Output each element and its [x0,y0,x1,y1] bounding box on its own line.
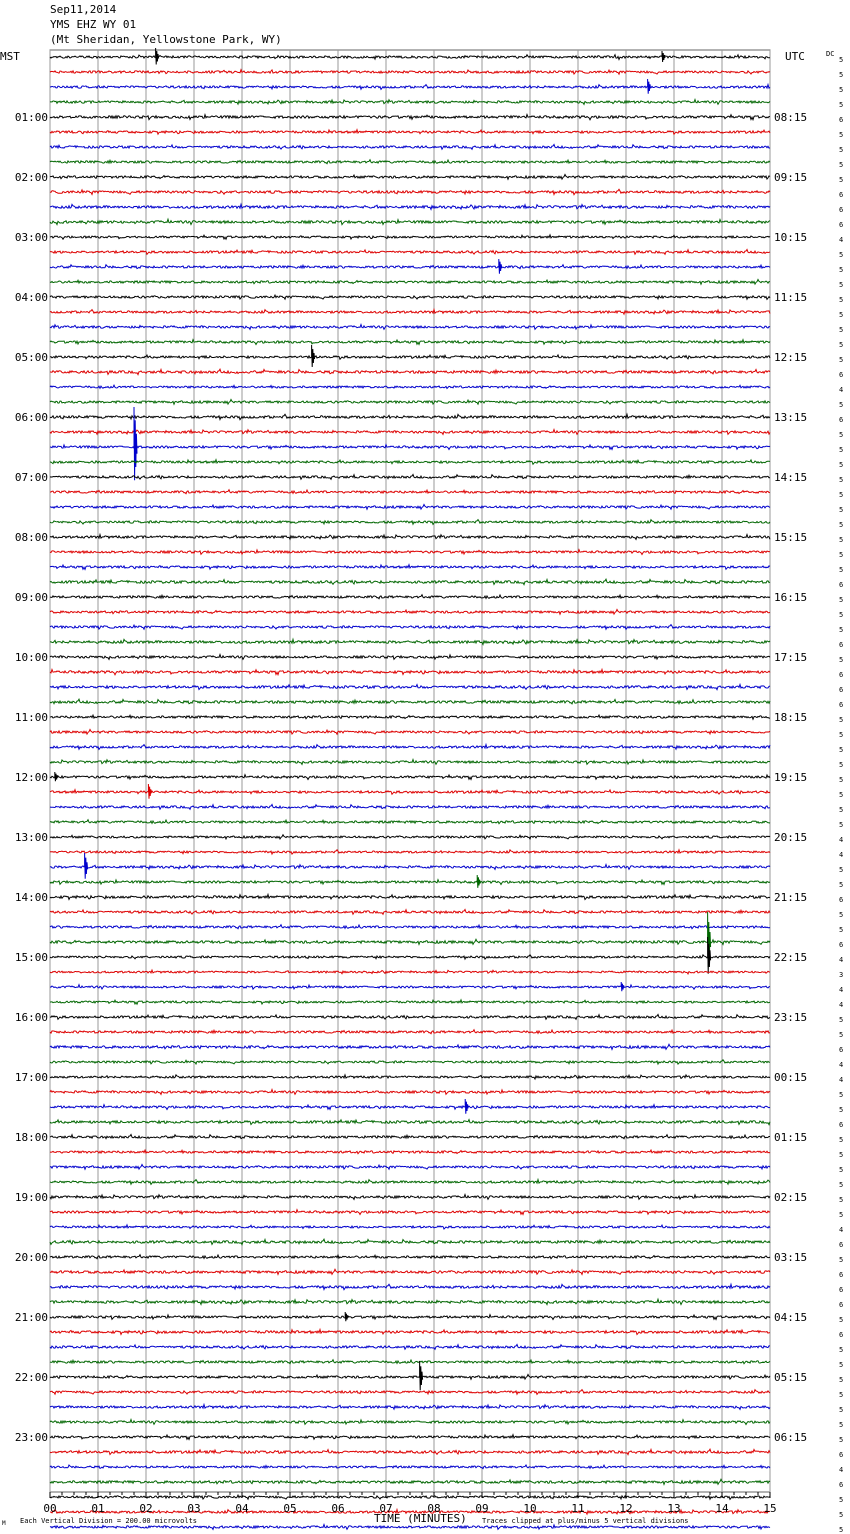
seismic-event [648,79,651,94]
trace-row [50,730,770,735]
dc-offset-value: 5 [839,626,844,634]
dc-offset-value: 6 [839,116,844,124]
trace-row [50,1479,770,1484]
seismic-event [621,982,624,991]
dc-offset-value: 5 [839,746,844,754]
dc-offset-value: 5 [839,596,844,604]
utc-hour-label: 05:15 [774,1371,808,1384]
trace-row [50,1420,770,1425]
dc-offset-value: 5 [839,446,844,454]
trace-row [50,715,770,719]
dc-offset-value: 5 [839,266,844,274]
dc-offset-value: 5 [839,731,844,739]
dc-offset-value: 6 [839,641,844,649]
trace-row [50,820,770,824]
trace-row [50,340,770,345]
dc-offset-value: 5 [839,1136,844,1144]
dc-offset-value: 5 [839,251,844,259]
trace-row [50,625,770,630]
mst-hour-label: 09:00 [14,591,48,604]
trace-row [50,579,770,584]
trace-row [50,115,770,120]
trace-row [50,639,770,644]
dc-offset-value: 5 [839,716,844,724]
trace-row [50,865,770,870]
dc-offset-value: 4 [839,1226,844,1234]
trace-row [50,1120,770,1125]
dc-offset-value: 5 [839,806,844,814]
utc-hour-label: 02:15 [774,1191,808,1204]
plot-date: Sep11,2014 [50,3,117,16]
x-tick-label: 05 [283,1502,297,1515]
dc-offset-value: 5 [839,761,844,769]
x-axis-title: TIME (MINUTES) [374,1512,467,1525]
trace-row [50,1269,770,1274]
dc-offset-value: 5 [839,1391,844,1399]
dc-offset-value: 5 [839,146,844,154]
seismic-event [55,772,58,781]
mst-hour-label: 14:00 [14,891,48,904]
clip-footnote: Traces clipped at plus/minus 5 vertical divisions [482,1517,689,1525]
dc-offset-value: 6 [839,221,844,229]
trace-row [50,1239,770,1244]
mst-hour-label: 11:00 [14,711,48,724]
dc-offset-value: 5 [839,866,844,874]
dc-offset-value: 6 [839,191,844,199]
x-tick-label: 07 [379,1502,393,1515]
dc-offset-value: 6 [839,686,844,694]
trace-row [50,1060,770,1064]
trace-row [50,895,770,900]
trace-row [50,610,770,615]
trace-row [50,1105,770,1110]
mst-hour-label: 05:00 [14,351,48,364]
dc-offset-value: 5 [839,1436,844,1444]
dc-offset-value: 5 [839,1016,844,1024]
dc-offset-value: 4 [839,851,844,859]
utc-hour-label: 00:15 [774,1071,808,1084]
trace-row [50,1135,770,1139]
trace-row [50,1210,770,1215]
x-tick-label: 01 [91,1502,105,1515]
x-tick-label: 11 [571,1502,585,1515]
mst-hour-label: 17:00 [14,1071,48,1084]
utc-hour-label: 15:15 [774,531,808,544]
utc-hour-label: 13:15 [774,411,808,424]
trace-row [50,520,770,525]
trace-row [50,414,770,419]
trace-row [50,850,770,854]
dc-offset-value: 6 [839,1121,844,1129]
dc-offset-value: 5 [839,401,844,409]
dc-offset-value: 6 [839,941,844,949]
dc-offset-value: 5 [839,1091,844,1099]
trace-row [50,325,770,330]
mst-hour-label: 06:00 [14,411,48,424]
trace-row [50,1315,770,1320]
dc-offset-header: DC [826,50,835,58]
dc-offset-value: 6 [839,671,844,679]
dc-offset-value: 5 [839,566,844,574]
mst-hour-label: 20:00 [14,1251,48,1264]
dc-offset-value: 5 [839,1526,844,1534]
x-tick-label: 09 [475,1502,489,1515]
x-tick-label: 04 [235,1502,249,1515]
dc-offset-value: 5 [839,71,844,79]
trace-row [50,1465,770,1469]
dc-offset-value: 5 [839,56,844,64]
dc-offset-value: 6 [839,1451,844,1459]
seismic-traces [50,48,770,1534]
x-tick-label: 13 [667,1502,681,1515]
trace-row [50,925,770,929]
dc-offset-value: 5 [839,131,844,139]
dc-offset-value: 6 [839,371,844,379]
seismic-event [312,345,315,367]
trace-row [50,565,770,570]
x-tick-label: 12 [619,1502,633,1515]
trace-row [50,970,770,974]
mst-hour-label: 08:00 [14,531,48,544]
dc-offset-value: 6 [839,581,844,589]
scale-footnote: Each Vertical Division = 200.00 microvolts [20,1517,198,1525]
x-tick-label: 15 [763,1502,777,1515]
station-name: YMS EHZ WY 01 [50,18,137,31]
trace-row [50,1015,770,1020]
seismic-event [465,1099,468,1114]
trace-row [50,910,770,915]
trace-row [50,1180,770,1185]
dc-offset-value: 5 [839,776,844,784]
trace-row [50,670,770,675]
trace-row [50,1330,770,1335]
dc-offset-value: 5 [839,476,844,484]
dc-offset-value: 6 [839,1286,844,1294]
dc-offset-value: 4 [839,836,844,844]
seismic-event [499,259,502,274]
mst-hour-label: 02:00 [14,171,48,184]
dc-offset-value: 5 [839,1361,844,1369]
trace-row [50,310,770,315]
dc-offset-value: 5 [839,551,844,559]
dc-offset-value: 6 [839,416,844,424]
trace-row [50,1449,770,1454]
utc-hour-label: 04:15 [774,1311,808,1324]
trace-row [50,460,770,465]
trace-row [50,445,770,450]
dc-offset-value: 5 [839,821,844,829]
trace-row [50,1150,770,1154]
trace-row [50,490,770,494]
utc-hour-label: 20:15 [774,831,808,844]
trace-row [50,475,770,480]
trace-row [50,385,770,388]
trace-row [50,160,770,164]
mst-hour-label: 22:00 [14,1371,48,1384]
trace-row [50,1075,770,1079]
dc-offset-value: 5 [839,1406,844,1414]
trace-row [50,1495,770,1499]
dc-offset-value: 5 [839,281,844,289]
utc-hour-label: 19:15 [774,771,808,784]
seismic-event [420,1361,423,1390]
utc-hour-label: 16:15 [774,591,808,604]
dc-offset-value: 5 [839,1511,844,1519]
trace-row [50,1435,770,1440]
dc-offset-value: 5 [839,1196,844,1204]
dc-offset-value: 5 [839,161,844,169]
dc-offset-value: 5 [839,1421,844,1429]
trace-row [50,250,770,255]
trace-row [50,880,770,885]
mst-hour-label: 04:00 [14,291,48,304]
trace-row [50,145,770,150]
trace-row [50,400,770,405]
utc-hour-label: 06:15 [774,1431,808,1444]
trace-row [50,1225,770,1229]
utc-hour-label: 23:15 [774,1011,808,1024]
trace-row [50,219,770,224]
trace-row [50,355,770,359]
trace-row [50,204,770,209]
trace-row [50,535,770,540]
trace-row [50,1030,770,1034]
x-tick-label: 00 [43,1502,57,1515]
dc-offset-value: 6 [839,1046,844,1054]
mst-hour-label: 12:00 [14,771,48,784]
trace-row [50,699,770,704]
dc-offset-value: 5 [839,881,844,889]
trace-row [50,1360,770,1364]
trace-row [50,235,770,239]
trace-row [50,760,770,765]
dc-offset-value: 6 [839,701,844,709]
trace-row [50,1299,770,1304]
trace-row [50,189,770,194]
dc-offset-value: 5 [839,176,844,184]
mst-hour-label: 21:00 [14,1311,48,1324]
mst-hour-label: 03:00 [14,231,48,244]
dc-offset-value: 4 [839,1001,844,1009]
dc-offset-value: 6 [839,1301,844,1309]
trace-row [50,1390,770,1395]
plot-frame [50,50,770,1492]
dc-offset-value: 5 [839,461,844,469]
mst-hour-label: 10:00 [14,651,48,664]
dc-offset-value: 5 [839,1376,844,1384]
dc-offset-value: 6 [839,896,844,904]
trace-row [50,430,770,435]
utc-hour-label: 10:15 [774,231,808,244]
trace-row [50,835,770,839]
utc-hour-label: 17:15 [774,651,808,664]
utc-hour-label: 09:15 [774,171,808,184]
dc-offset-value: 5 [839,296,844,304]
dc-offset-value: 5 [839,1496,844,1504]
trace-row [50,265,770,269]
dc-offset-value: 5 [839,1346,844,1354]
trace-row [50,1044,770,1049]
trace-row [50,1000,770,1004]
trace-row [50,550,770,555]
dc-offset-value: 5 [839,1316,844,1324]
trace-row [50,1090,770,1095]
dc-offset-value: 5 [839,1031,844,1039]
station-location: (Mt Sheridan, Yellowstone Park, WY) [50,33,282,46]
dc-offset-value: 5 [839,536,844,544]
mst-hour-label: 16:00 [14,1011,48,1024]
mst-hour-label: 15:00 [14,951,48,964]
dc-offset-value: 5 [839,1106,844,1114]
trace-row [50,655,770,660]
dc-offset-value: 4 [839,1061,844,1069]
dc-offset-value: 5 [839,1211,844,1219]
dc-offset-value: 4 [839,986,844,994]
trace-row [50,595,770,599]
dc-offset-value: 5 [839,791,844,799]
dc-offset-value: 6 [839,1331,844,1339]
dc-offset-value: 4 [839,1076,844,1084]
dc-offset-value: 5 [839,101,844,109]
dc-offset-value: 5 [839,1151,844,1159]
dc-offset-value: 4 [839,236,844,244]
x-tick-label: 06 [331,1502,345,1515]
dc-offset-value: 5 [839,431,844,439]
dc-offset-value: 6 [839,1241,844,1249]
trace-row [50,939,770,944]
trace-row [50,505,770,510]
dc-offset-value: 6 [839,1481,844,1489]
utc-hour-label: 21:15 [774,891,808,904]
trace-row [50,1525,770,1530]
utc-hour-label: 22:15 [774,951,808,964]
trace-row [50,295,770,299]
utc-hour-label: 18:15 [774,711,808,724]
dc-offset-value: 5 [839,506,844,514]
dc-offset-value: 5 [839,1166,844,1174]
x-tick-label: 08 [427,1502,441,1515]
trace-row [50,1345,770,1350]
dc-offset-value: 3 [839,971,844,979]
mst-hour-label: 23:00 [14,1431,48,1444]
dc-offset-value: 5 [839,611,844,619]
dc-offset-value: 5 [839,86,844,94]
trace-row [50,790,770,795]
right-timezone-label: UTC [785,50,805,63]
dc-offset-value: 5 [839,1256,844,1264]
trace-row [50,985,770,990]
dc-offset-value: 5 [839,911,844,919]
trace-row [50,955,770,959]
corner-mark: M [2,1520,6,1527]
dc-offset-value: 5 [839,356,844,364]
trace-row [50,100,770,105]
mst-hour-label: 18:00 [14,1131,48,1144]
seismic-event [148,784,151,799]
trace-row [50,1165,770,1170]
trace-row [50,805,770,810]
trace-row [50,775,770,780]
dc-offset-value: 5 [839,1181,844,1189]
utc-hour-label: 12:15 [774,351,808,364]
dc-offset-value: 5 [839,326,844,334]
seismic-event [477,875,480,888]
utc-hour-label: 11:15 [774,291,808,304]
trace-row [50,85,770,90]
x-tick-label: 02 [139,1502,153,1515]
utc-hour-label: 03:15 [774,1251,808,1264]
dc-offset-value: 4 [839,386,844,394]
dc-offset-value: 5 [839,491,844,499]
mst-hour-label: 07:00 [14,471,48,484]
dc-offset-value: 5 [839,311,844,319]
mst-hour-label: 19:00 [14,1191,48,1204]
trace-row [50,1255,770,1259]
trace-row [50,685,770,690]
utc-hour-label: 14:15 [774,471,808,484]
trace-row [50,745,770,750]
left-timezone-label: MST [0,50,20,63]
dc-offset-value: 6 [839,1271,844,1279]
dc-offset-value: 5 [839,656,844,664]
utc-hour-label: 01:15 [774,1131,808,1144]
trace-row [50,1195,770,1200]
seismic-event [345,1312,348,1321]
dc-offset-value: 5 [839,926,844,934]
trace-row [50,369,770,374]
mst-hour-label: 13:00 [14,831,48,844]
x-tick-label: 10 [523,1502,537,1515]
mst-hour-label: 01:00 [14,111,48,124]
trace-row [50,175,770,180]
utc-hour-label: 08:15 [774,111,808,124]
dc-offset-value: 4 [839,956,844,964]
trace-row [50,1375,770,1380]
dc-offset-value: 5 [839,341,844,349]
trace-row [50,130,770,135]
seismic-event [662,51,665,62]
trace-row [50,1405,770,1410]
dc-offset-value: 5 [839,521,844,529]
trace-row [50,70,770,75]
x-tick-label: 14 [715,1502,729,1515]
x-tick-label: 03 [187,1502,201,1515]
trace-row [50,1284,770,1289]
dc-offset-value: 4 [839,1466,844,1474]
trace-row [50,280,770,285]
seismic-event [85,853,88,879]
dc-offset-value: 6 [839,206,844,214]
